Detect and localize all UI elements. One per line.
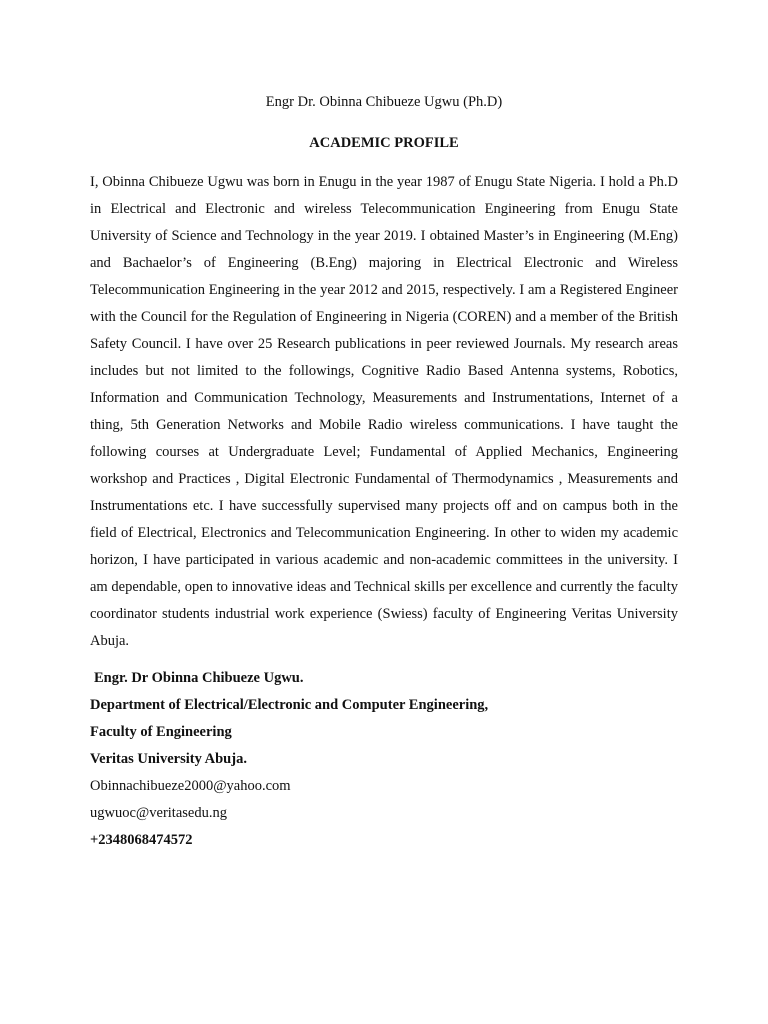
contact-department: Department of Electrical/Electronic and Computer Engineering, <box>90 697 489 713</box>
contact-university: Veritas University Abuja. <box>90 751 247 767</box>
contact-name: Engr. Dr Obinna Chibueze Ugwu. <box>94 670 304 686</box>
contact-email-secondary: ugwuoc@veritasedu.ng <box>90 805 227 821</box>
contact-email-primary: Obinnachibueze2000@yahoo.com <box>90 778 291 794</box>
profile-paragraph: I, Obinna Chibueze Ugwu was born in Enugu in the year 1987 of Enugu State Nigeria. I hold a Ph.D in Electrical and Electronic and wireless Telecommunication Engineering from Enugu State University of Science and Technology in the year 2019. I obtained Master’s in Engineering (M.Eng) and Bachaelor’s of Engineering (B.Eng) majoring in Electrical Electronic and Wireless Telecommunication Engineering in the year 2012 and 2015, respectively. I am a Registered Engineer with the Council for the Regulation of Engineering in Nigeria (COREN) and a member of the British Safety Council. I have over 25 Research publications in peer reviewed Journals. My research areas includes but not limited to the followings, Cognitive Radio Based Antenna systems, Robotics, Information and Communication Technology, Measurements and Instrumentations, Internet of a thing, 5th Generation Networks and Mobile Radio wireless communications. I have taught the following courses at Undergraduate Level; Fundamental of Applied Mechanics, Engineering workshop and Practices , Digital Electronic Fundamental of Thermodynamics , Measurements and Instrumentations etc. I have successfully supervised many projects off and on campus both in the field of Electrical, Electronics and Telecommunication Engineering. In other to widen my academic horizon, I have participated in various academic and non-academic committees in the university. I am dependable, open to innovative ideas and Technical skills per excellence and currently the faculty coordinator students industrial work experience (Swiess) faculty of Engineering Veritas University Abuja. <box>90 174 678 649</box>
author-name-heading: Engr Dr. Obinna Chibueze Ugwu (Ph.D) <box>265 94 503 110</box>
contact-faculty: Faculty of Engineering <box>90 724 232 740</box>
contact-phone: +2348068474572 <box>90 832 193 848</box>
academic-profile-title: ACADEMIC PROFILE <box>309 135 459 151</box>
contact-block <box>90 665 690 854</box>
